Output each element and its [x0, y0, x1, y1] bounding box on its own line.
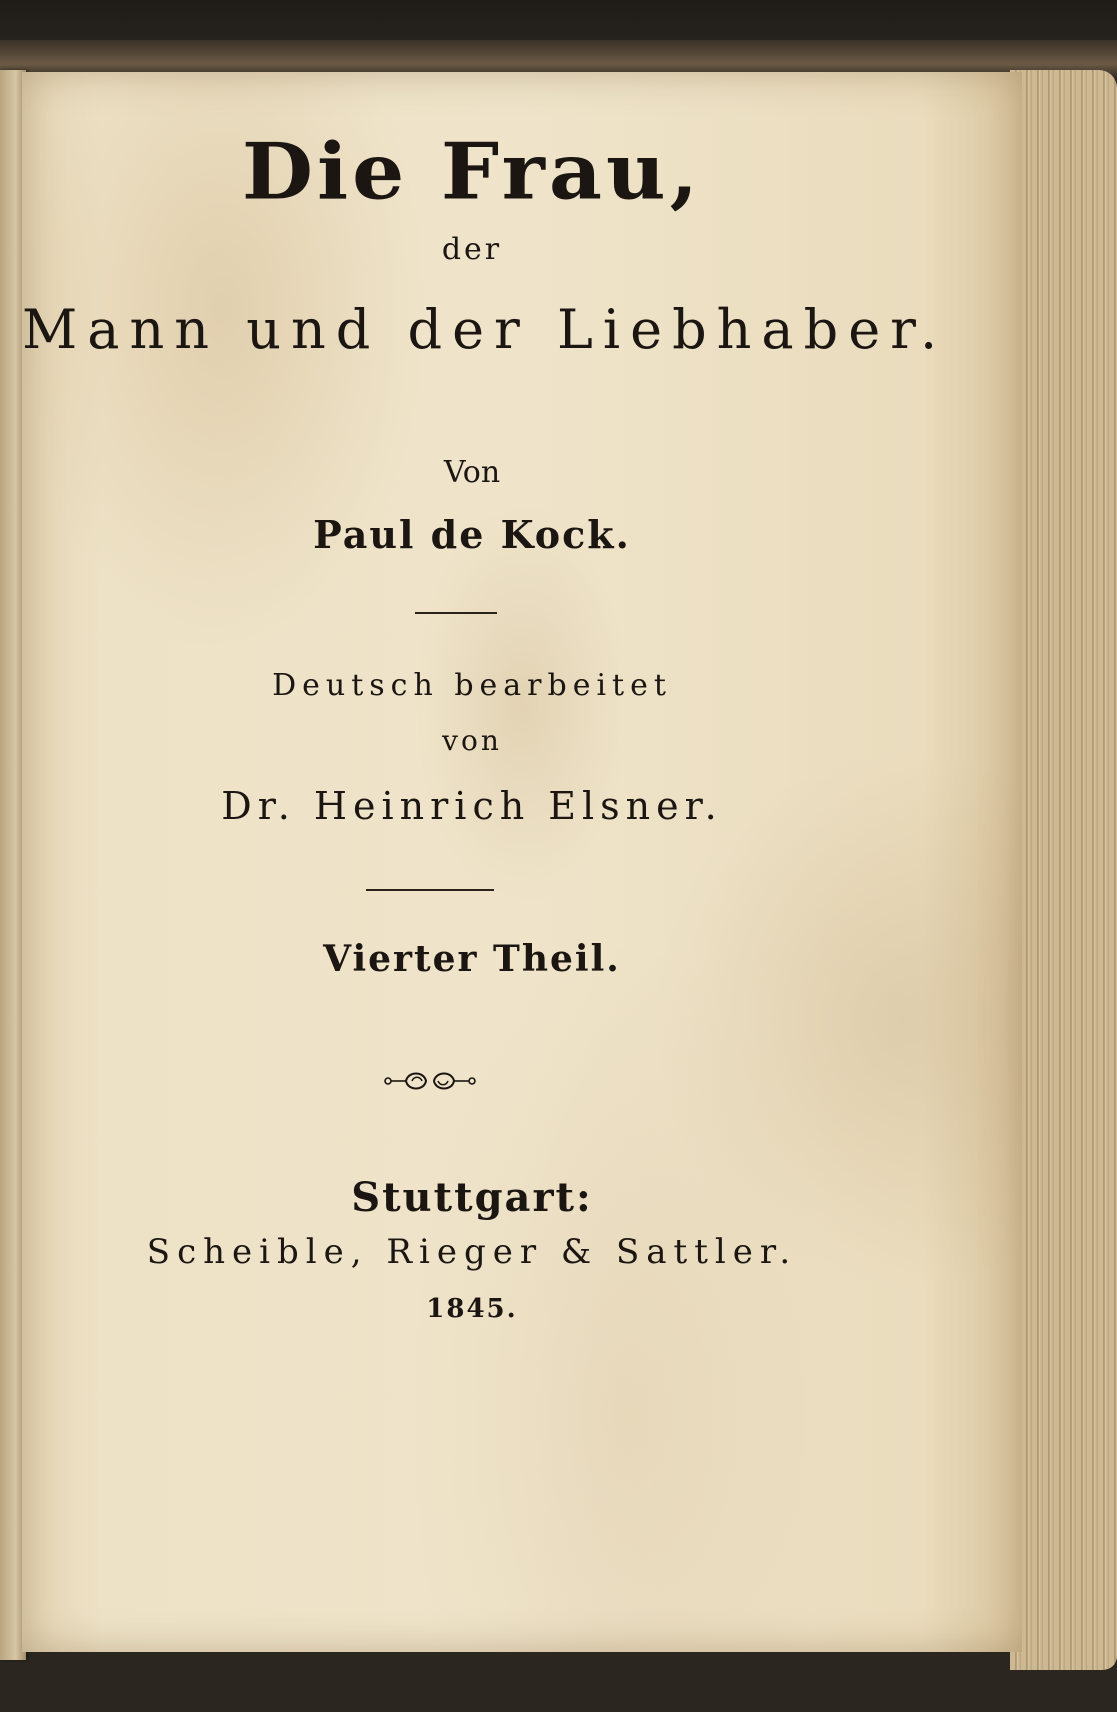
divider-rule — [366, 889, 494, 891]
imprint-city: Stuttgart: — [351, 1174, 593, 1221]
imprint-publisher: Scheible, Rieger & Sattler. — [146, 1232, 798, 1272]
translation-note: Deutsch bearbeitet — [272, 668, 672, 703]
book-title: Die Frau, — [241, 126, 703, 218]
author-name: Paul de Kock. — [313, 512, 631, 557]
author-by-label: Von — [443, 455, 501, 490]
book-subtitle: Mann und der Liebhaber. — [22, 298, 948, 361]
divider-rule — [415, 612, 497, 614]
title-page — [22, 72, 1022, 1652]
volume-label: Vierter Theil. — [323, 938, 621, 980]
imprint-year: 1845. — [426, 1294, 518, 1324]
translator-name: Dr. Heinrich Elsner. — [221, 784, 723, 828]
title-connector: der — [441, 232, 503, 267]
page-fore-edges — [1010, 70, 1117, 1670]
printer-ornament-icon — [382, 1066, 478, 1096]
translation-by-label: von — [442, 724, 502, 757]
